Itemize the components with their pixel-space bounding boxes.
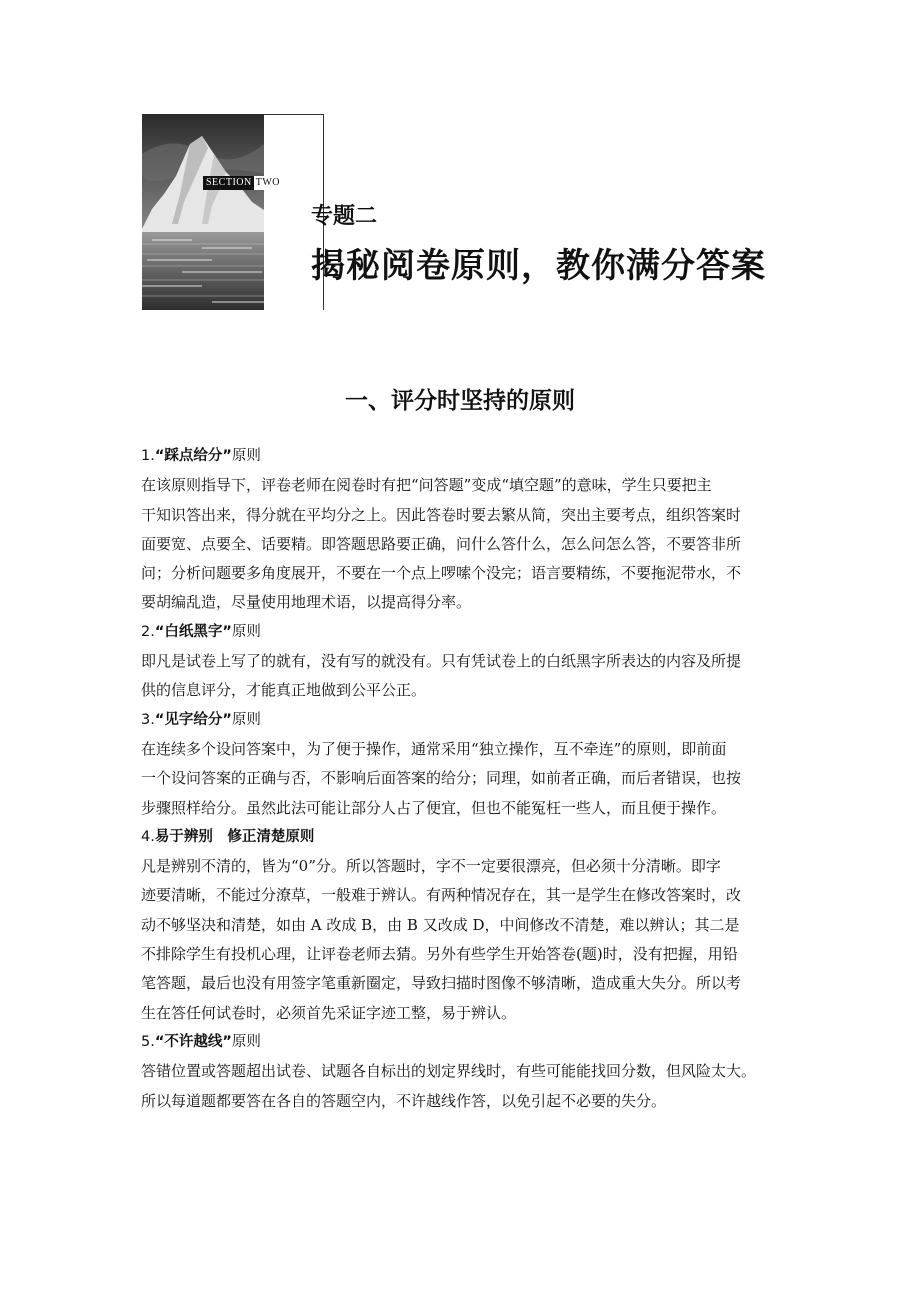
principle-5 <box>141 1028 781 1116</box>
principle-3-body <box>141 735 781 823</box>
principle-1-line: 在该原则指导下，评卷老师在阅卷时有把“问答题”变成“填空题”的意味，学生只要把主 <box>141 476 712 495</box>
principle-3-suffix: 原则 <box>231 711 261 728</box>
principle-2-number: 2. <box>141 623 155 640</box>
principle-1-line: 面要宽、点要全、话要精。即答题思路要正确，问什么答什么，怎么问怎么答，不要答非所 <box>141 534 742 553</box>
section-label-dark: SECTION <box>203 176 254 190</box>
principle-4-line: 生在答任何试卷时，必须首先采证字迹工整，易于辨认。 <box>141 1003 517 1022</box>
principle-1-line: 干知识答出来，得分就在平均分之上。因此答卷时要去繁从简，突出主要考点，组织答案时 <box>141 505 742 524</box>
principle-2-suffix: 原则 <box>231 623 261 640</box>
header-frame-top-line <box>264 114 324 115</box>
principle-4 <box>141 823 781 1028</box>
principle-2-line: 供的信息评分，才能真正地做到公平公正。 <box>141 681 427 700</box>
section-heading: 一、评分时坚持的原则 <box>345 388 575 414</box>
principle-5-number: 5. <box>141 1033 155 1050</box>
principle-1-body <box>141 471 781 617</box>
principle-1-name: “踩点给分” <box>154 448 232 464</box>
principle-3-line: 步骤照样给分。虽然此法可能让部分人占了便宜，但也不能冤枉一些人，而且便于操作。 <box>141 798 727 817</box>
principle-3-line: 一个设问答案的正确与否，不影响后面答案的给分；同理，如前者正确，而后者错误，也按 <box>141 769 742 788</box>
principle-4-title <box>141 823 781 852</box>
principle-5-line: 答错位置或答题超出试卷、试题各自标出的划定界线时，有些可能能找回分数，但风险太大。 <box>141 1062 757 1081</box>
principles-content <box>141 442 781 1116</box>
principle-5-name: “不许越线” <box>154 1033 232 1050</box>
topic-title: 揭秘阅卷原则，教你满分答案 <box>311 246 766 286</box>
principle-2-line: 即凡是试卷上写了的就有，没有写的就没有。只有凭试卷上的白纸黑字所表达的内容及所提 <box>141 652 742 671</box>
principle-4-body <box>141 852 781 1028</box>
principle-1-title <box>141 442 781 471</box>
principle-4-line: 不排除学生有投机心理，让评卷老师去猜。另外有些学生开始答卷(题)时，没有把握，用铅 <box>141 945 738 964</box>
principle-4-number: 4. <box>141 828 155 845</box>
principle-4-line: 迹要清晰，不能过分潦草，一般难于辨认。有两种情况存在，其一是学生在修改答案时，改 <box>141 886 742 905</box>
principle-2-title <box>141 618 781 647</box>
principle-3-title <box>141 706 781 735</box>
principle-1-line: 要胡编乱造，尽量使用地理术语，以提高得分率。 <box>141 593 472 612</box>
section-label <box>203 176 283 190</box>
principle-5-title <box>141 1028 781 1057</box>
principle-3-name: “见字给分” <box>154 711 232 728</box>
principle-4-line: 笔答题，最后也没有用签字笔重新圈定，导致扫描时图像不够清晰，造成重大失分。所以考 <box>141 974 742 993</box>
principle-4-line: 凡是辨别不清的，皆为“0”分。所以答题时，字不一定要很漂亮，但必须十分清晰。即字 <box>141 857 721 876</box>
principle-5-suffix: 原则 <box>231 1033 261 1050</box>
principle-1-line: 问；分析问题要多角度展开，不要在一个点上啰嗦个没完；语言要精练，不要拖泥带水，不 <box>141 564 742 583</box>
section-label-light: TWO <box>254 176 283 190</box>
principle-2-body <box>141 647 781 706</box>
principle-5-body <box>141 1057 781 1116</box>
principle-2 <box>141 618 781 706</box>
principle-4-name: 易于辨别 修正清楚原则 <box>154 828 315 845</box>
principle-1-suffix: 原则 <box>231 448 261 464</box>
principle-4-line: 动不够坚决和清楚，如由 A 改成 B，由 B 又改成 D，中间修改不清楚，难以辨认；其二是 <box>141 915 740 934</box>
principle-1-number: 1. <box>141 448 155 464</box>
principle-3-line: 在连续多个设问答案中，为了便于操作，通常采用“独立操作，互不牵连”的原则，即前面 <box>141 739 727 758</box>
principle-2-name: “白纸黑字” <box>154 623 232 640</box>
header-photo-glacier <box>142 114 264 310</box>
principle-1 <box>141 442 781 618</box>
principle-3 <box>141 706 781 823</box>
principle-3-number: 3. <box>141 711 155 728</box>
principle-5-line: 所以每道题都要答在各自的答题空内，不许越线作答，以免引起不必要的失分。 <box>141 1091 667 1110</box>
topic-label: 专题二 <box>311 204 378 229</box>
